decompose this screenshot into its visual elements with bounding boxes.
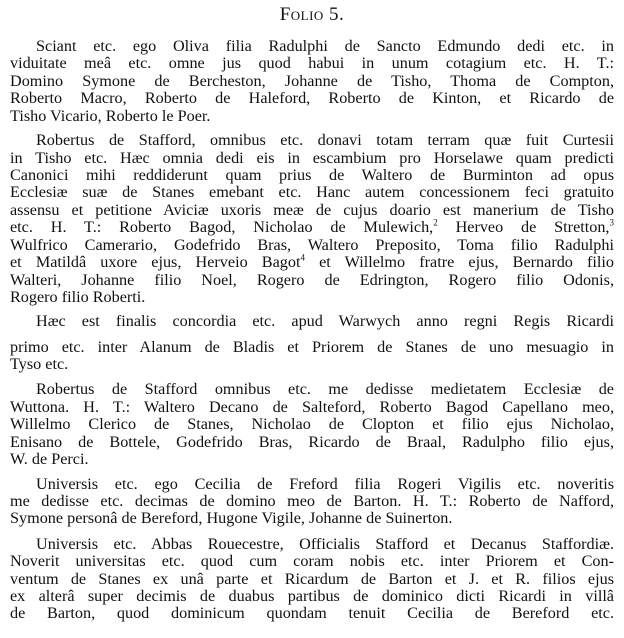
text-line: Symone personâ de Bereford, Hugone Vigile, Johanne de Suinerton. bbox=[10, 509, 453, 527]
paragraph-first-line: Robertus de Stafford omnibus etc. me dedisse medietatem Ecclesiæ de bbox=[36, 380, 614, 398]
text-line: Tisho Vicario, Roberto le Poer. bbox=[10, 107, 211, 125]
text-line: Tyso etc. bbox=[10, 355, 69, 373]
text-line: de Barton, quod dominicum quondam tenuit Cecilia de Bereford etc. bbox=[10, 604, 614, 622]
text-line: Enisano de Bottele, Godefrido Bras, Ricardo de Braal, Radulpho filio ejus, bbox=[10, 433, 614, 451]
paragraph-first-line: Universis etc. ego Cecilia de Freford filia Rogeri Vigilis etc. noveritis bbox=[36, 475, 614, 493]
paragraph-first-line: Universis etc. Abbas Rouecestre, Officialis Stafford et Decanus Staffordiæ. bbox=[36, 535, 614, 553]
text-line: Noverit universitas etc. quod cum coram nobis etc. inter Priorem et Con- bbox=[10, 552, 614, 570]
text-line: primo etc. inter Alanum de Bladis et Priorem de Stanes de uno mesuagio in bbox=[10, 338, 614, 356]
text-line: Roberto Macro, Roberto de Haleford, Roberto de Kinton, et Ricardo de bbox=[10, 89, 614, 107]
text-line: Wuttona. H. T.: Waltero Decano de Salteford, Roberto Bagod Capellano meo, bbox=[10, 398, 614, 416]
paragraph-first-line: Sciant etc. ego Oliva filia Radulphi de Sancto Edmundo dedi etc. in bbox=[36, 37, 614, 55]
text-line: W. de Perci. bbox=[10, 450, 89, 468]
text-line: me dedisse etc. decimas de domino meo de Barton. H. T.: Roberto de Nafford, bbox=[10, 492, 614, 510]
paragraph-first-line: Hæc est finalis concordia etc. apud Warwych anno regni Regis Ricardi bbox=[36, 312, 614, 330]
text-line: Rogero filio Roberti. bbox=[10, 288, 146, 306]
folio-heading: Folio 5. bbox=[279, 4, 345, 25]
text-line: viduitate meâ etc. omne jus quod habui in unum cotagium etc. H. T.: bbox=[10, 54, 614, 72]
text-line: Wulfrico Camerario, Godefrido Bras, Waltero Preposito, Toma filio Radulphi bbox=[10, 236, 614, 254]
text-line: Walteri, Johanne filio Noel, Rogero de Edrington, Rogero filio Odonis, bbox=[10, 271, 614, 289]
paragraph-first-line: Robertus de Stafford, omnibus etc. donavi totam terram quæ fuit Curtesii bbox=[36, 131, 614, 149]
text-line: Ecclesiæ suæ de Stanes emebant etc. Hanc autem concessionem feci gratuito bbox=[10, 183, 614, 201]
text-line: ventum de Stanes ex unâ parte et Ricardum de Barton et J. et R. filios ejus bbox=[10, 570, 614, 588]
text-line: Canonici mihi reddiderunt quam prius de Waltero de Burminton ad opus bbox=[10, 166, 614, 184]
text-line: ex alterâ super decimis de duabus partibus de dominico dicti Ricardi in villâ bbox=[10, 587, 614, 605]
text-line: Willelmo Clerico de Stanes, Nicholao de Clopton et filio ejus Nicholao, bbox=[10, 415, 614, 433]
text-line: in Tisho etc. Hæc omnia dedi eis in escambium pro Horselawe quam predicti bbox=[10, 149, 614, 167]
text-line: et Matildâ uxore ejus, Herveio Bagot$^4$ et Willelmo fratre ejus, Bernardo filio bbox=[10, 252, 614, 271]
text-line: assensu et petitione Aviciæ uxoris meæ de cujus doario est manerium de Tisho bbox=[10, 201, 614, 219]
text-line: Domino Symone de Bercheston, Johanne de Tisho, Thoma de Compton, bbox=[10, 72, 614, 90]
text-line: etc. H. T.: Roberto Bagod, Nicholao de Mulewich,$^2$ Herveo de Stretton,$^3$ bbox=[10, 217, 614, 236]
